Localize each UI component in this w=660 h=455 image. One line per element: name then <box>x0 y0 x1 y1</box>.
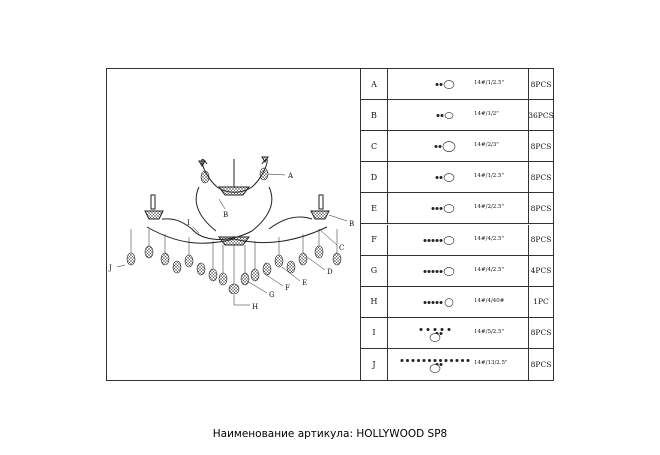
part-letter: J <box>361 349 388 380</box>
part-spec-text: 14#/1/2.5" <box>474 173 505 180</box>
parts-table <box>361 69 554 380</box>
egg-crystal-large-icon <box>391 131 471 162</box>
part-quantity: 36PCS <box>528 110 554 120</box>
parts-row <box>361 225 554 256</box>
part-quantity: 1PC <box>533 297 549 307</box>
part-spec-cell <box>387 225 529 255</box>
part-spec-cell <box>387 256 529 286</box>
parts-row <box>361 287 554 318</box>
part-quantity: 8PCS <box>530 359 552 369</box>
part-spec-cell <box>387 100 529 130</box>
part-spec-text: 14#/4/2.5" <box>474 266 505 273</box>
part-spec-cell <box>387 131 529 161</box>
part-spec-cell <box>387 162 529 192</box>
part-quantity: 8PCS <box>530 172 552 182</box>
part-spec-text: 14#/13/2.5" <box>474 359 508 366</box>
parts-row <box>361 256 554 287</box>
part-spec-text: 14#/1/2" <box>474 111 499 118</box>
part-spec-text: 14#/1/2.5" <box>474 80 505 86</box>
egg-crystal-tiny-icon <box>391 100 471 131</box>
callout-h: H <box>252 303 259 311</box>
part-letter: I <box>361 318 388 348</box>
part-spec-cell <box>387 318 529 348</box>
parts-row <box>361 69 554 100</box>
part-quantity: 4PCS <box>530 266 552 276</box>
part-letter: B <box>361 100 388 130</box>
part-quantity: 8PCS <box>530 235 552 245</box>
part-spec-text: 14#/2/3" <box>474 142 499 149</box>
part-letter: H <box>361 287 388 317</box>
callout-i: I <box>187 219 190 227</box>
egg-crystal-chain-4-icon <box>391 256 471 287</box>
part-letter: E <box>361 193 388 223</box>
part-spec-text: 14#/5/2.5" <box>474 328 505 335</box>
callout-d: D <box>327 268 333 276</box>
part-letter: G <box>361 256 388 286</box>
parts-row <box>361 131 554 162</box>
parts-row <box>361 100 554 131</box>
parts-row <box>361 193 554 224</box>
part-quantity: 8PCS <box>530 328 552 338</box>
parts-row <box>361 162 554 193</box>
callout-e: E <box>302 279 308 287</box>
product-caption: Наименование артикула: HOLLYWOOD SP8 <box>212 428 448 440</box>
egg-crystal-small-icon <box>391 162 471 193</box>
part-spec-text: 14#/4/2.5" <box>474 235 505 242</box>
callout-g: G <box>269 291 275 299</box>
part-letter: C <box>361 131 388 161</box>
long-swag-crystal-drop-icon <box>391 349 471 380</box>
callout-b-top: B <box>223 211 229 219</box>
ball-crystal-chain-icon <box>391 287 471 318</box>
part-spec-cell <box>387 349 529 380</box>
callout-c: C <box>339 244 345 252</box>
part-spec-text: 14#/2/2.5" <box>474 204 505 211</box>
callout-a: A <box>288 172 294 180</box>
part-letter: A <box>361 69 388 99</box>
callout-f: F <box>285 284 290 292</box>
part-letter: F <box>361 225 388 255</box>
part-spec-cell <box>387 69 529 99</box>
parts-row <box>361 349 554 380</box>
parts-row <box>361 318 554 349</box>
part-quantity: 8PCS <box>530 141 552 151</box>
callout-j: J <box>109 264 112 272</box>
egg-crystal-chain-4-icon <box>391 225 471 256</box>
egg-crystal-chain-2-icon <box>391 193 471 224</box>
chandelier-drawing <box>107 69 360 380</box>
swag-crystal-drop-icon <box>391 318 471 349</box>
part-spec-cell <box>387 193 529 223</box>
part-quantity: 8PCS <box>530 203 552 213</box>
part-quantity: 8PCS <box>530 79 552 89</box>
part-spec-cell <box>387 287 529 317</box>
part-spec-text: 14#/4/40# <box>474 297 505 304</box>
callout-b-right: B <box>349 220 355 228</box>
egg-crystal-small-icon <box>391 69 471 100</box>
part-letter: D <box>361 162 388 192</box>
